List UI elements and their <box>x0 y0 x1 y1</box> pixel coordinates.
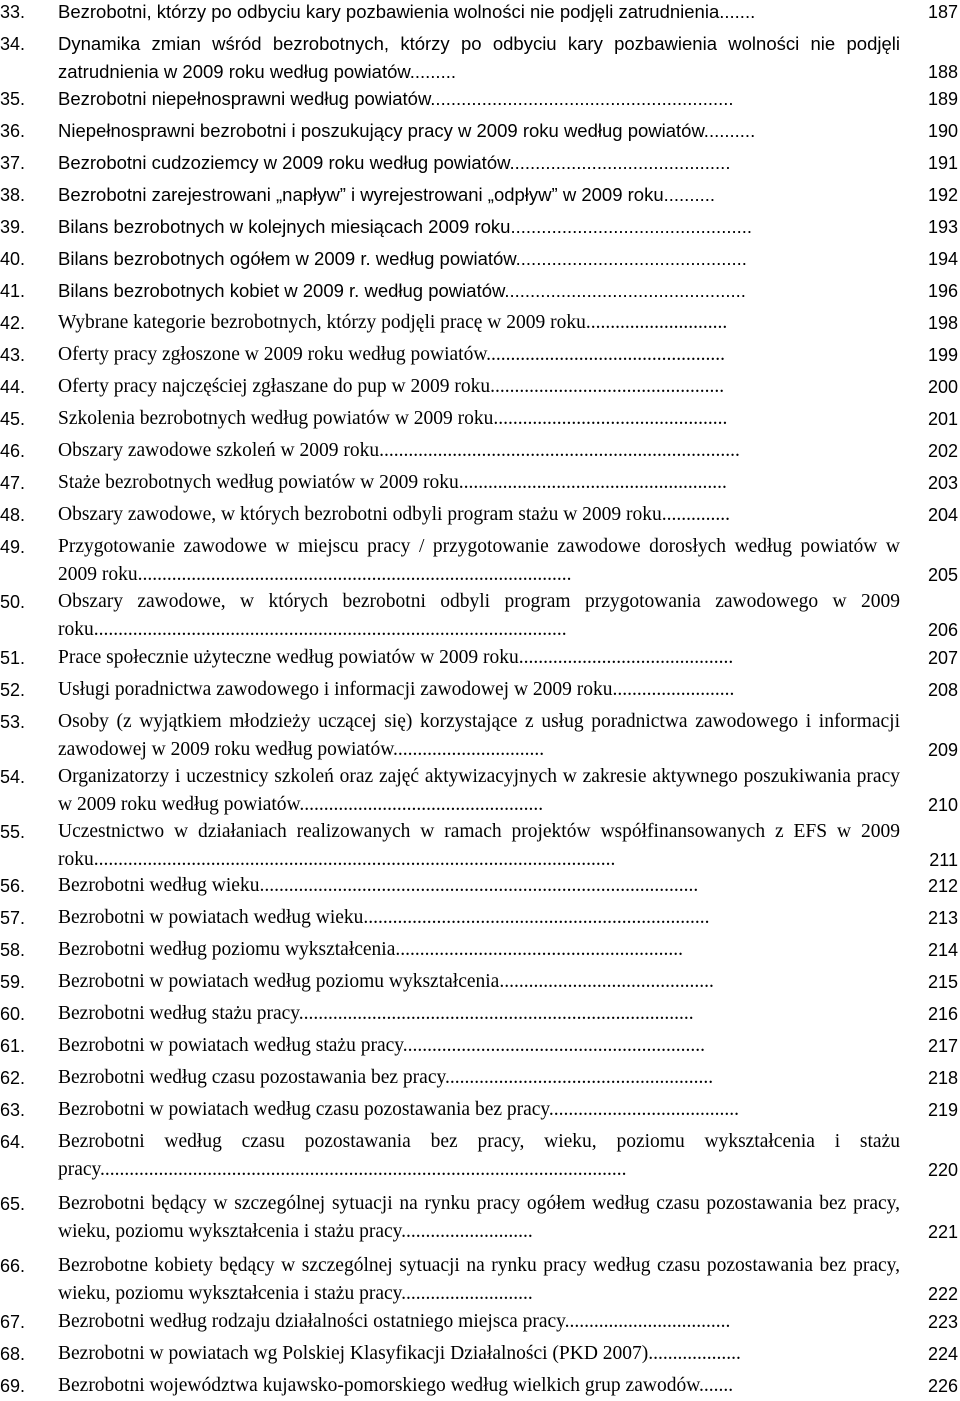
toc-entry-page: 209 <box>927 740 958 760</box>
toc-entry-title: Bezrobotni będący w szczególnej sytuacji na rynku pracy ogółem według czasu pozostawania bez pracy, wieku, poziomu wykształcenia i stażu pracy........................... <box>58 1193 900 1242</box>
toc-entry-title: Bezrobotni w powiatach wg Polskiej Klasyfikacji Działalności (PKD 2007)................... <box>58 1343 741 1364</box>
toc-entry-page: 193 <box>927 217 958 237</box>
toc-entry-title: Wybrane kategorie bezrobotnych, którzy podjęli pracę w 2009 roku............................. <box>58 312 728 333</box>
toc-entry-page: 214 <box>927 940 958 960</box>
toc-entry[interactable] <box>0 818 960 874</box>
toc-entry[interactable] <box>0 936 960 964</box>
toc-entry[interactable] <box>0 533 960 589</box>
toc-entry-title: Bezrobotni zarejestrowani „napływ” i wyrejestrowani „odpływ” w 2009 roku.......... <box>58 184 716 205</box>
toc-entry-page: 198 <box>927 313 958 333</box>
toc-entry-page: 203 <box>927 473 958 493</box>
toc-entry[interactable] <box>0 373 960 401</box>
toc-entry[interactable] <box>0 1096 960 1124</box>
toc-entry[interactable] <box>0 1340 960 1368</box>
toc-entry[interactable] <box>0 213 960 241</box>
toc-entry-number: 64. <box>0 1132 26 1152</box>
toc-entry[interactable] <box>0 1128 960 1184</box>
toc-entry-page: 196 <box>927 281 958 301</box>
toc-entry-number: 38. <box>0 185 26 205</box>
toc-entry-title: Dynamika zmian wśród bezrobotnych, którzy po odbyciu kary pozbawienia wolności nie podjęli zatrudnienia w 2009 roku według powiatów......... <box>58 33 900 82</box>
toc-entry[interactable] <box>0 277 960 305</box>
toc-entry-title: Usługi poradnictwa zawodowego i informacji zawodowej w 2009 roku......................... <box>58 679 735 700</box>
toc-entry-number: 55. <box>0 822 26 842</box>
toc-entry-title: Bezrobotni, którzy po odbyciu kary pozbawienia wolności nie podjęli zatrudnienia....... <box>58 1 756 22</box>
toc-entry[interactable] <box>0 85 960 113</box>
toc-entry-title: Prace społecznie użyteczne według powiatów w 2009 roku............................................ <box>58 647 734 668</box>
toc-entry-title: Bezrobotni w powiatach według poziomu wykształcenia............................................ <box>58 971 714 992</box>
toc-entry[interactable] <box>0 872 960 900</box>
toc-entry-title: Niepełnosprawni bezrobotni i poszukujący pracy w 2009 roku według powiatów.......... <box>58 120 756 141</box>
toc-entry-page: 194 <box>927 249 958 269</box>
toc-entry[interactable] <box>0 904 960 932</box>
toc-entry[interactable] <box>0 30 960 86</box>
toc-entry-title: Oferty pracy najczęściej zgłaszane do pup w 2009 roku................................................ <box>58 376 725 397</box>
toc-entry[interactable] <box>0 149 960 177</box>
toc-entry[interactable] <box>0 469 960 497</box>
toc-entry-number: 58. <box>0 940 26 960</box>
toc-entry[interactable] <box>0 1308 960 1336</box>
toc-entry-title: Obszary zawodowe, w których bezrobotni odbyli program przygotowania zawodowego w 2009 roku................................................................................................. <box>58 591 900 640</box>
toc-entry-title: Bezrobotne kobiety będący w szczególnej sytuacji na rynku pracy według czasu pozostawania bez pracy, wieku, poziomu wykształcenia i stażu pracy........................... <box>58 1255 900 1304</box>
toc-entry-number: 44. <box>0 377 26 397</box>
toc-entry-number: 51. <box>0 648 26 668</box>
toc-entry-title: Bezrobotni cudzoziemcy w 2009 roku według powiatów........................................... <box>58 152 731 173</box>
toc-entry-title: Bilans bezrobotnych ogółem w 2009 r. według powiatów............................................. <box>58 248 747 269</box>
toc-entry-title: Organizatorzy i uczestnicy szkoleń oraz zajęć aktywizacyjnych w zakresie aktywnego poszukiwania pracy w 2009 roku według powiatów.................................................. <box>58 766 900 815</box>
toc-entry-number: 63. <box>0 1100 26 1120</box>
toc-entry-page: 208 <box>927 680 958 700</box>
toc-entry-title: Bezrobotni niepełnosprawni według powiatów........................................................... <box>58 88 734 109</box>
toc-entry-title: Oferty pracy zgłoszone w 2009 roku według powiatów................................................. <box>58 344 726 365</box>
toc-entry-page: 213 <box>927 908 958 928</box>
toc-entry[interactable] <box>0 309 960 337</box>
toc-entry-number: 59. <box>0 972 26 992</box>
toc-entry[interactable] <box>0 763 960 819</box>
toc-entry[interactable] <box>0 405 960 433</box>
toc-entry-title: Bezrobotni w powiatach według wieku....................................................................... <box>58 907 710 928</box>
toc-entry-title: Bilans bezrobotnych kobiet w 2009 r. według powiatów............................................... <box>58 280 746 301</box>
toc-entry-page: 220 <box>927 1160 958 1180</box>
toc-entry-page: 199 <box>927 345 958 365</box>
toc-entry-page: 192 <box>927 185 958 205</box>
toc-entry-number: 60. <box>0 1004 26 1024</box>
toc-entry-number: 47. <box>0 473 26 493</box>
toc-entry-number: 69. <box>0 1376 26 1396</box>
toc-entry-number: 34. <box>0 34 26 54</box>
toc-entry-page: 212 <box>927 876 958 896</box>
toc-entry-page: 202 <box>927 441 958 461</box>
toc-entry-number: 36. <box>0 121 26 141</box>
toc-entry-title: Obszary zawodowe, w których bezrobotni odbyli program stażu w 2009 roku.............. <box>58 504 731 525</box>
toc-entry-number: 67. <box>0 1312 26 1332</box>
toc-entry[interactable] <box>0 117 960 145</box>
toc-entry-page: 224 <box>927 1344 958 1364</box>
toc-entry-number: 39. <box>0 217 26 237</box>
toc-entry[interactable] <box>0 181 960 209</box>
toc-entry-title: Bezrobotni według wieku.......................................................................................... <box>58 875 699 896</box>
toc-entry-number: 62. <box>0 1068 26 1088</box>
toc-entry-number: 48. <box>0 505 26 525</box>
toc-entry[interactable] <box>0 644 960 672</box>
toc-entry-title: Bezrobotni według czasu pozostawania bez pracy....................................................... <box>58 1067 714 1088</box>
toc-entry-page: 223 <box>927 1312 958 1332</box>
toc-entry-number: 61. <box>0 1036 26 1056</box>
toc-entry-title: Staże bezrobotnych według powiatów w 2009 roku....................................................... <box>58 472 727 493</box>
toc-entry-number: 50. <box>0 592 26 612</box>
toc-entry[interactable] <box>0 708 960 764</box>
toc-entry-page: 191 <box>927 153 958 173</box>
toc-entry-page: 218 <box>927 1068 958 1088</box>
toc-entry-number: 54. <box>0 767 26 787</box>
toc-entry-number: 42. <box>0 313 26 333</box>
toc-entry-title: Bezrobotni w powiatach według stażu pracy.............................................................. <box>58 1035 705 1056</box>
toc-entry-number: 46. <box>0 441 26 461</box>
toc-entry-number: 40. <box>0 249 26 269</box>
toc-entry-page: 226 <box>927 1376 958 1396</box>
toc-entry-title: Bezrobotni województwa kujawsko-pomorskiego według wielkich grup zawodów....... <box>58 1375 734 1396</box>
toc-entry-page: 188 <box>927 62 958 82</box>
toc-entry[interactable] <box>0 1252 960 1308</box>
toc-entry-number: 41. <box>0 281 26 301</box>
toc-entry-page: 204 <box>927 505 958 525</box>
toc-entry[interactable] <box>0 1190 960 1246</box>
toc-entry[interactable] <box>0 0 960 26</box>
toc-entry-page: 201 <box>927 409 958 429</box>
toc-entry-page: 210 <box>927 795 958 815</box>
toc-entry[interactable] <box>0 1372 960 1400</box>
toc-entry-number: 57. <box>0 908 26 928</box>
toc-entry[interactable] <box>0 1000 960 1028</box>
toc-entry-number: 45. <box>0 409 26 429</box>
toc-entry-title: Bezrobotni według czasu pozostawania bez pracy, wieku, poziomu wykształcenia i stażu pracy............................................................................................................ <box>58 1131 900 1180</box>
toc-entry-title: Bezrobotni w powiatach według czasu pozostawania bez pracy....................................... <box>58 1099 740 1120</box>
toc-entry-page: 189 <box>927 89 958 109</box>
toc-entry[interactable] <box>0 676 960 704</box>
toc-entry-title: Osoby (z wyjątkiem młodzieży uczącej się) korzystające z usług poradnictwa zawodowego i informacji zawodowej w 2009 roku według powiatów............................... <box>58 711 900 760</box>
toc-entry-page: 187 <box>927 2 958 22</box>
toc-entry[interactable] <box>0 968 960 996</box>
toc-entry-page: 219 <box>927 1100 958 1120</box>
toc-entry-number: 68. <box>0 1344 26 1364</box>
toc-entry-page: 190 <box>927 121 958 141</box>
toc-entry-number: 33. <box>0 2 26 22</box>
toc-entry-page: 222 <box>927 1284 958 1304</box>
toc-entry[interactable] <box>0 245 960 273</box>
toc-entry[interactable] <box>0 1032 960 1060</box>
toc-entry-title: Szkolenia bezrobotnych według powiatów w 2009 roku................................................ <box>58 408 728 429</box>
toc-entry-title: Bilans bezrobotnych w kolejnych miesiącach 2009 roku............................................... <box>58 216 753 237</box>
toc-entry-title: Uczestnictwo w działaniach realizowanych w ramach projektów współfinansowanych z EFS w 2009 roku........................................................................................................... <box>58 821 900 870</box>
toc-entry-number: 65. <box>0 1194 26 1214</box>
toc-entry-page: 205 <box>927 565 958 585</box>
toc-entry-title: Przygotowanie zawodowe w miejscu pracy / przygotowanie zawodowe dorosłych według powiatów w 2009 roku......................................................................................... <box>58 536 900 585</box>
toc-entry-page: 216 <box>927 1004 958 1024</box>
toc-entry-title: Bezrobotni według rodzaju działalności ostatniego miejsca pracy.................................. <box>58 1311 731 1332</box>
toc-entry-page: 211 <box>929 850 958 870</box>
toc-entry-number: 49. <box>0 537 26 557</box>
toc-entry-page: 221 <box>927 1222 958 1242</box>
toc-entry-page: 200 <box>927 377 958 397</box>
toc-entry-title: Bezrobotni według poziomu wykształcenia........................................................... <box>58 939 683 960</box>
toc-entry-number: 37. <box>0 153 26 173</box>
toc-entry[interactable] <box>0 501 960 529</box>
toc-entry-number: 52. <box>0 680 26 700</box>
toc-entry-page: 217 <box>927 1036 958 1056</box>
toc-entry[interactable] <box>0 341 960 369</box>
toc-entry[interactable] <box>0 1064 960 1092</box>
toc-entry-page: 215 <box>927 972 958 992</box>
toc-entry-page: 207 <box>927 648 958 668</box>
toc-entry-page: 206 <box>927 620 958 640</box>
toc-entry-number: 56. <box>0 876 26 896</box>
toc-entry[interactable] <box>0 437 960 465</box>
toc-entry-number: 53. <box>0 712 26 732</box>
toc-entry-number: 43. <box>0 345 26 365</box>
toc-entry[interactable] <box>0 588 960 644</box>
toc-entry-title: Obszary zawodowe szkoleń w 2009 roku.......................................................................... <box>58 440 740 461</box>
toc-entry-number: 66. <box>0 1256 26 1276</box>
toc-entry-title: Bezrobotni według stażu pracy................................................................................. <box>58 1003 694 1024</box>
toc-entry-number: 35. <box>0 89 26 109</box>
